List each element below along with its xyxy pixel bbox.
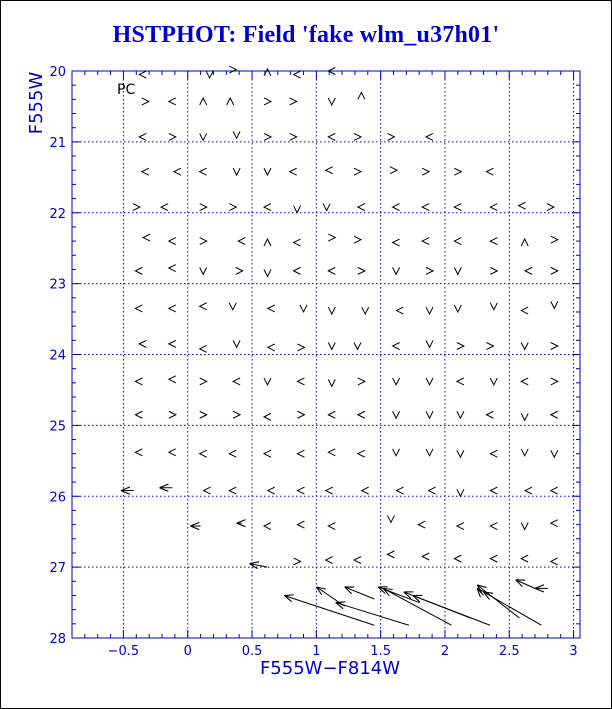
chevron-mark xyxy=(200,238,207,245)
chevron-mark xyxy=(233,168,240,175)
chevron-mark xyxy=(135,378,142,385)
chevron-mark xyxy=(521,342,528,349)
chevron-mark xyxy=(486,168,493,175)
chevron-mark xyxy=(393,267,400,274)
chevron-mark xyxy=(268,305,275,312)
chevron-mark xyxy=(393,378,400,385)
chevron-mark xyxy=(264,168,271,175)
chevron-mark xyxy=(142,168,149,175)
chevron-mark xyxy=(426,449,433,456)
chevron-mark xyxy=(358,411,365,418)
chevron-mark xyxy=(294,71,301,78)
vector-arrow xyxy=(378,587,419,603)
chevron-mark xyxy=(422,204,429,211)
chevron-mark xyxy=(169,376,176,383)
chevron-mark xyxy=(396,307,403,314)
chevron-mark xyxy=(490,303,497,310)
chevron-mark xyxy=(358,204,365,211)
chevron-mark xyxy=(142,98,149,105)
chevron-mark xyxy=(490,523,497,530)
axes xyxy=(49,65,580,659)
x-tick-label: 0 xyxy=(183,644,192,659)
chevron-mark xyxy=(233,378,240,385)
x-tick-label: −0.5 xyxy=(107,644,140,659)
chevron-mark xyxy=(490,204,497,211)
chevron-mark xyxy=(457,342,464,349)
chevron-mark xyxy=(300,305,307,312)
chevron-mark xyxy=(200,98,207,105)
y-tick-label: 23 xyxy=(49,277,66,293)
vector-arrow xyxy=(477,585,519,618)
chevron-mark xyxy=(422,168,429,175)
chevron-mark xyxy=(169,340,176,347)
chevron-mark xyxy=(426,378,433,385)
chevron-mark xyxy=(547,204,554,211)
chevron-mark xyxy=(519,202,526,209)
chevron-mark xyxy=(429,487,436,494)
chevron-mark xyxy=(551,236,558,243)
chevron-mark xyxy=(551,411,558,418)
chevron-mark xyxy=(551,378,558,385)
chevron-mark xyxy=(393,411,400,418)
chevron-mark xyxy=(418,521,425,528)
chevron-mark xyxy=(426,307,433,314)
chevron-mark xyxy=(457,378,464,385)
chevron-mark xyxy=(229,66,236,73)
chevron-mark xyxy=(161,204,168,211)
chevron-mark xyxy=(354,342,361,349)
chevron-mark xyxy=(387,515,394,522)
y-tick-label: 22 xyxy=(49,206,66,222)
chevron-mark xyxy=(135,305,142,312)
x-tick-label: 1 xyxy=(312,644,321,659)
chevron-mark xyxy=(139,71,146,78)
chevron-mark xyxy=(490,450,497,457)
chevron-mark xyxy=(139,133,146,140)
chevron-mark xyxy=(426,133,433,140)
chevron-mark xyxy=(169,238,176,245)
chevron-mark xyxy=(229,487,236,494)
chevron-mark xyxy=(264,450,271,457)
chevron-mark xyxy=(169,133,176,140)
chevron-mark xyxy=(328,307,335,314)
chevron-mark xyxy=(422,238,429,245)
chevron-mark xyxy=(290,98,297,105)
y-tick-label: 20 xyxy=(49,65,66,80)
vector-arrow xyxy=(516,580,535,589)
chevron-mark xyxy=(174,168,181,175)
chevron-mark xyxy=(454,305,461,312)
chevron-mark xyxy=(135,411,142,418)
chevron-mark xyxy=(387,551,394,558)
chevron-mark xyxy=(133,204,140,211)
chevron-mark xyxy=(426,340,433,347)
vector-arrow xyxy=(316,587,344,606)
x-tick-label: 3 xyxy=(569,644,578,659)
chevron-mark xyxy=(521,307,528,314)
chevron-mark xyxy=(328,379,335,386)
chevron-mark xyxy=(264,98,271,105)
chevron-mark xyxy=(139,340,146,347)
chevron-mark xyxy=(294,267,301,274)
chevron-mark xyxy=(326,167,333,174)
chart-marks xyxy=(121,66,558,625)
x-tick-label: 2 xyxy=(440,644,450,659)
chevron-mark xyxy=(457,489,464,496)
panel-label: PC xyxy=(117,82,136,98)
chevron-mark xyxy=(454,168,461,175)
x-tick-label: 1.5 xyxy=(370,644,392,659)
chevron-mark xyxy=(200,411,207,418)
chevron-mark xyxy=(264,239,271,246)
chevron-mark xyxy=(323,204,330,211)
chevron-mark xyxy=(328,234,335,241)
chevron-mark xyxy=(169,305,176,312)
chevron-mark xyxy=(328,411,335,418)
chevron-mark xyxy=(229,204,236,211)
chevron-mark xyxy=(490,378,497,385)
x-tick-label: 2.5 xyxy=(498,644,520,659)
chevron-mark xyxy=(393,449,400,456)
chevron-mark xyxy=(135,267,142,274)
chevron-mark xyxy=(490,555,497,562)
y-tick-label: 21 xyxy=(49,135,66,151)
x-axis-label: F555W−F814W xyxy=(259,658,401,679)
chevron-mark xyxy=(233,131,240,138)
chevron-mark xyxy=(521,413,528,420)
chevron-mark xyxy=(297,521,304,528)
chevron-mark xyxy=(297,487,304,494)
chevron-mark xyxy=(551,520,558,527)
chevron-mark xyxy=(229,450,236,457)
chevron-mark xyxy=(206,71,213,78)
chevron-mark xyxy=(393,342,400,349)
chevron-mark xyxy=(457,523,464,530)
chevron-mark xyxy=(297,411,304,418)
chevron-mark xyxy=(486,411,493,418)
y-axis-label: F555W xyxy=(26,71,47,135)
chevron-mark xyxy=(354,168,361,175)
chevron-mark xyxy=(328,342,335,349)
chevron-mark xyxy=(238,238,245,245)
chevron-mark xyxy=(264,269,271,276)
chevron-mark xyxy=(490,267,497,274)
chevron-mark xyxy=(328,98,335,105)
chevron-mark xyxy=(454,267,461,274)
chevron-mark xyxy=(521,555,528,562)
chevron-mark xyxy=(200,303,207,310)
chevron-mark xyxy=(328,449,335,456)
chevron-mark xyxy=(200,267,207,274)
chevron-mark xyxy=(200,204,207,211)
chevron-mark xyxy=(233,411,240,418)
chevron-mark xyxy=(294,558,301,565)
chevron-mark xyxy=(362,487,369,494)
chevron-mark xyxy=(358,267,365,274)
chevron-mark xyxy=(521,449,528,456)
chevron-mark xyxy=(362,307,369,314)
chevron-mark xyxy=(490,238,497,245)
chevron-mark xyxy=(354,557,361,564)
chevron-mark xyxy=(525,487,532,494)
grid-lines xyxy=(72,71,580,638)
chevron-mark xyxy=(358,450,365,457)
y-tick-label: 25 xyxy=(49,419,66,435)
chevron-mark xyxy=(454,555,461,562)
chevron-mark xyxy=(521,523,528,530)
chevron-mark xyxy=(490,487,497,494)
chevron-mark xyxy=(169,449,176,456)
chevron-mark xyxy=(551,301,558,308)
chevron-mark xyxy=(169,265,176,272)
chevron-mark xyxy=(290,133,297,140)
chevron-mark xyxy=(169,411,176,418)
chevron-mark xyxy=(294,239,301,246)
chevron-mark xyxy=(328,133,335,140)
chevron-mark xyxy=(551,342,558,349)
y-tick-label: 27 xyxy=(49,561,66,577)
chevron-mark xyxy=(358,378,365,385)
chevron-mark xyxy=(169,98,176,105)
chevron-mark xyxy=(454,238,461,245)
chevron-mark xyxy=(454,204,461,211)
chevron-mark xyxy=(268,344,275,351)
chevron-mark xyxy=(551,450,558,457)
y-tick-label: 28 xyxy=(49,632,66,647)
chevron-mark xyxy=(426,267,433,274)
chevron-mark xyxy=(328,267,335,274)
chevron-mark xyxy=(521,239,528,246)
vector-arrow xyxy=(336,603,409,626)
chevron-mark xyxy=(354,133,361,140)
chevron-mark xyxy=(264,413,271,420)
chevron-mark xyxy=(200,450,207,457)
x-tick-label: 0.5 xyxy=(241,644,263,659)
chevron-mark xyxy=(426,411,433,418)
chevron-mark xyxy=(328,523,335,530)
y-tick-label: 24 xyxy=(49,348,66,364)
chevron-mark xyxy=(358,92,365,99)
chevron-mark xyxy=(264,204,271,211)
vector-arrow xyxy=(345,587,375,599)
chevron-mark xyxy=(551,558,558,565)
chart-title: HSTPHOT: Field 'fake wlm_u37h01' xyxy=(112,22,500,48)
chevron-mark xyxy=(297,378,304,385)
chevron-mark xyxy=(390,167,397,174)
chevron-mark xyxy=(268,487,275,494)
chevron-mark xyxy=(200,345,207,352)
chevron-mark xyxy=(200,378,207,385)
chevron-mark xyxy=(297,450,304,457)
chevron-mark xyxy=(396,487,403,494)
chevron-mark xyxy=(290,168,297,175)
y-tick-label: 26 xyxy=(49,490,66,506)
chevron-mark xyxy=(326,557,333,564)
chevron-mark xyxy=(264,523,271,530)
chevron-mark xyxy=(204,487,211,494)
chevron-mark xyxy=(393,239,400,246)
chevron-mark xyxy=(200,168,207,175)
chevron-mark xyxy=(200,133,207,140)
chevron-mark xyxy=(297,344,304,351)
chevron-mark xyxy=(551,267,558,274)
chevron-mark xyxy=(387,133,394,140)
chevron-mark xyxy=(264,133,271,140)
chevron-mark xyxy=(236,267,243,274)
chevron-mark xyxy=(233,340,240,347)
chevron-mark xyxy=(422,553,429,560)
chevron-mark xyxy=(227,98,234,105)
chevron-mark xyxy=(551,487,558,494)
chevron-mark xyxy=(457,450,464,457)
chevron-mark xyxy=(457,411,464,418)
chevron-mark xyxy=(326,487,333,494)
vector-arrow xyxy=(249,564,267,568)
chevron-mark xyxy=(393,204,400,211)
chevron-mark xyxy=(486,342,493,349)
chevron-mark xyxy=(525,267,532,274)
chevron-mark xyxy=(294,206,301,213)
chevron-mark xyxy=(143,234,150,241)
chevron-mark xyxy=(229,303,236,310)
chevron-mark xyxy=(135,449,142,456)
chevron-mark xyxy=(264,378,271,385)
chevron-mark xyxy=(521,378,528,385)
chevron-mark xyxy=(354,236,361,243)
